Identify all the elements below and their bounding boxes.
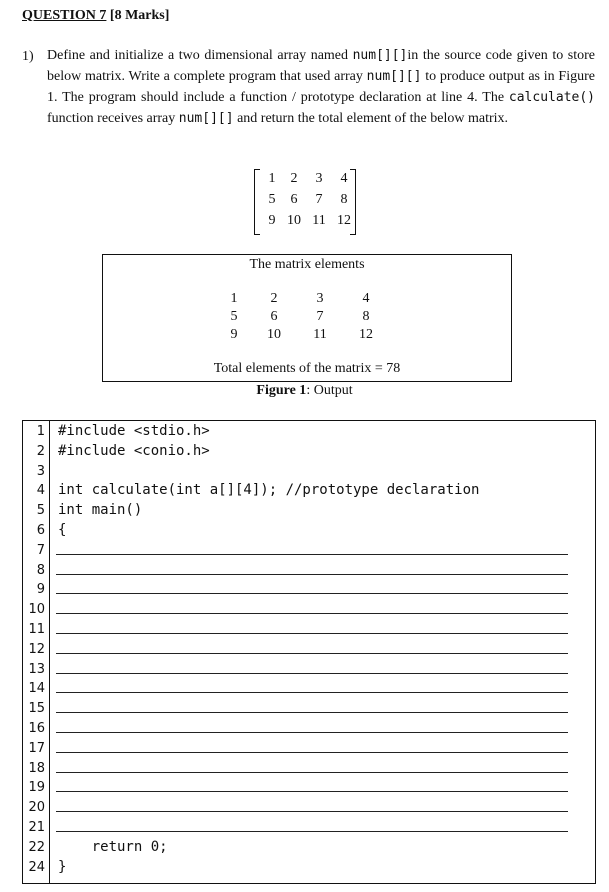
matrix-cell: 7 (315, 192, 323, 207)
matrix-cell: 10 (287, 213, 301, 228)
answer-blank-line[interactable] (56, 772, 568, 773)
matrix-row (254, 192, 356, 212)
answer-blank-line[interactable] (56, 732, 568, 733)
inline-code: num[][] (352, 48, 408, 63)
figure-cell: 8 (362, 309, 370, 324)
figure-cell: 6 (270, 309, 278, 324)
question-title: QUESTION 7 (22, 8, 107, 23)
answer-blank-line[interactable] (56, 752, 568, 753)
question-text-segment: function receives array (47, 111, 179, 126)
question-text-segment: to produce output as in Figure 1. The program should include a function / prototype declaration at line 4. The (47, 69, 595, 105)
question-marks: [8 Marks] (109, 8, 170, 23)
matrix-cell: 4 (340, 171, 348, 186)
answer-blank-line[interactable] (56, 613, 568, 614)
code-line: { (58, 522, 67, 538)
figure-title: The matrix elements (249, 257, 365, 272)
code-line: #include <stdio.h> (58, 423, 210, 439)
line-number: 4 (36, 483, 45, 499)
matrix-cell: 2 (290, 171, 298, 186)
line-number: 19 (28, 780, 45, 796)
answer-blank-line[interactable] (56, 653, 568, 654)
matrix-cell: 5 (268, 192, 276, 207)
answer-blank-line[interactable] (56, 692, 568, 693)
line-number: 21 (28, 820, 45, 835)
figure-caption (0, 383, 609, 399)
figure-cell: 11 (313, 327, 327, 342)
figure-total: Total elements of the matrix = 78 (213, 361, 401, 376)
figure-row (103, 291, 511, 309)
inline-code: num[][] (366, 69, 422, 84)
output-figure (102, 254, 512, 382)
matrix-cell: 1 (268, 171, 276, 186)
figure-cell: 2 (270, 291, 278, 306)
line-number: 6 (36, 523, 45, 538)
line-number: 24 (28, 859, 45, 875)
matrix-cell: 3 (315, 171, 323, 186)
answer-blank-line[interactable] (56, 811, 568, 812)
figure-cell: 5 (230, 309, 238, 324)
answer-blank-line[interactable] (56, 831, 568, 832)
matrix-cell: 11 (312, 213, 326, 228)
answer-blank-line[interactable] (56, 791, 568, 792)
line-number: 15 (28, 701, 45, 717)
line-number: 5 (36, 503, 45, 519)
line-number: 11 (28, 622, 45, 637)
line-number: 7 (36, 542, 45, 558)
matrix-row (254, 171, 356, 191)
matrix-cell: 8 (340, 192, 348, 207)
inline-code: num[][] (178, 111, 234, 126)
figure-cell: 12 (359, 327, 373, 342)
line-number: 16 (28, 721, 45, 736)
figure-cell: 3 (316, 291, 324, 306)
answer-blank-line[interactable] (56, 712, 568, 713)
line-number: 9 (36, 582, 45, 598)
figure-caption-text: : Output (306, 383, 353, 398)
figure-cell: 7 (316, 309, 324, 324)
matrix-cell: 6 (290, 192, 298, 207)
figure-cell: 9 (230, 327, 238, 342)
line-number: 17 (28, 740, 45, 756)
figure-caption-label: Figure 1 (256, 383, 307, 398)
answer-blank-line[interactable] (56, 574, 568, 575)
line-number: 12 (28, 641, 45, 657)
line-number: 2 (36, 443, 45, 459)
answer-blank-line[interactable] (56, 593, 568, 594)
line-number: 8 (36, 562, 45, 578)
question-text-segment: in the source code given to store below matrix. Write a complete program that used array (47, 48, 595, 84)
line-number: 20 (28, 800, 45, 816)
figure-cell: 10 (267, 327, 281, 342)
question-heading (22, 8, 169, 24)
line-number: 13 (28, 661, 45, 677)
line-number: 18 (28, 760, 45, 776)
question-text-segment: Define and initialize a two dimensional array named (47, 48, 353, 63)
question-text (47, 45, 595, 129)
question-number: 1) (22, 49, 34, 64)
question-text-segment: and return the total element of the below matrix. (233, 111, 509, 126)
matrix-cell: 12 (337, 213, 351, 228)
code-line: #include <conio.h> (58, 442, 210, 459)
code-line: int main() (58, 502, 143, 519)
line-number: 22 (28, 839, 45, 855)
inline-code: calculate() (508, 90, 595, 105)
matrix-cell: 9 (268, 213, 276, 228)
line-number: 10 (28, 602, 45, 618)
figure-row (103, 327, 511, 345)
code-line: } (58, 858, 67, 875)
code-listing (22, 420, 596, 884)
line-number: 1 (36, 424, 45, 439)
line-number: 14 (28, 681, 45, 697)
matrix-row (254, 213, 356, 233)
answer-blank-line[interactable] (56, 633, 568, 634)
figure-cell: 1 (230, 291, 238, 306)
code-line: return 0; (58, 838, 168, 855)
answer-blank-line[interactable] (56, 673, 568, 674)
code-line: int calculate(int a[][4]); //prototype declaration (58, 482, 480, 499)
figure-cell: 4 (362, 291, 370, 306)
matrix (254, 169, 356, 235)
line-number: 3 (36, 463, 45, 479)
figure-row (103, 309, 511, 327)
answer-blank-line[interactable] (56, 554, 568, 555)
